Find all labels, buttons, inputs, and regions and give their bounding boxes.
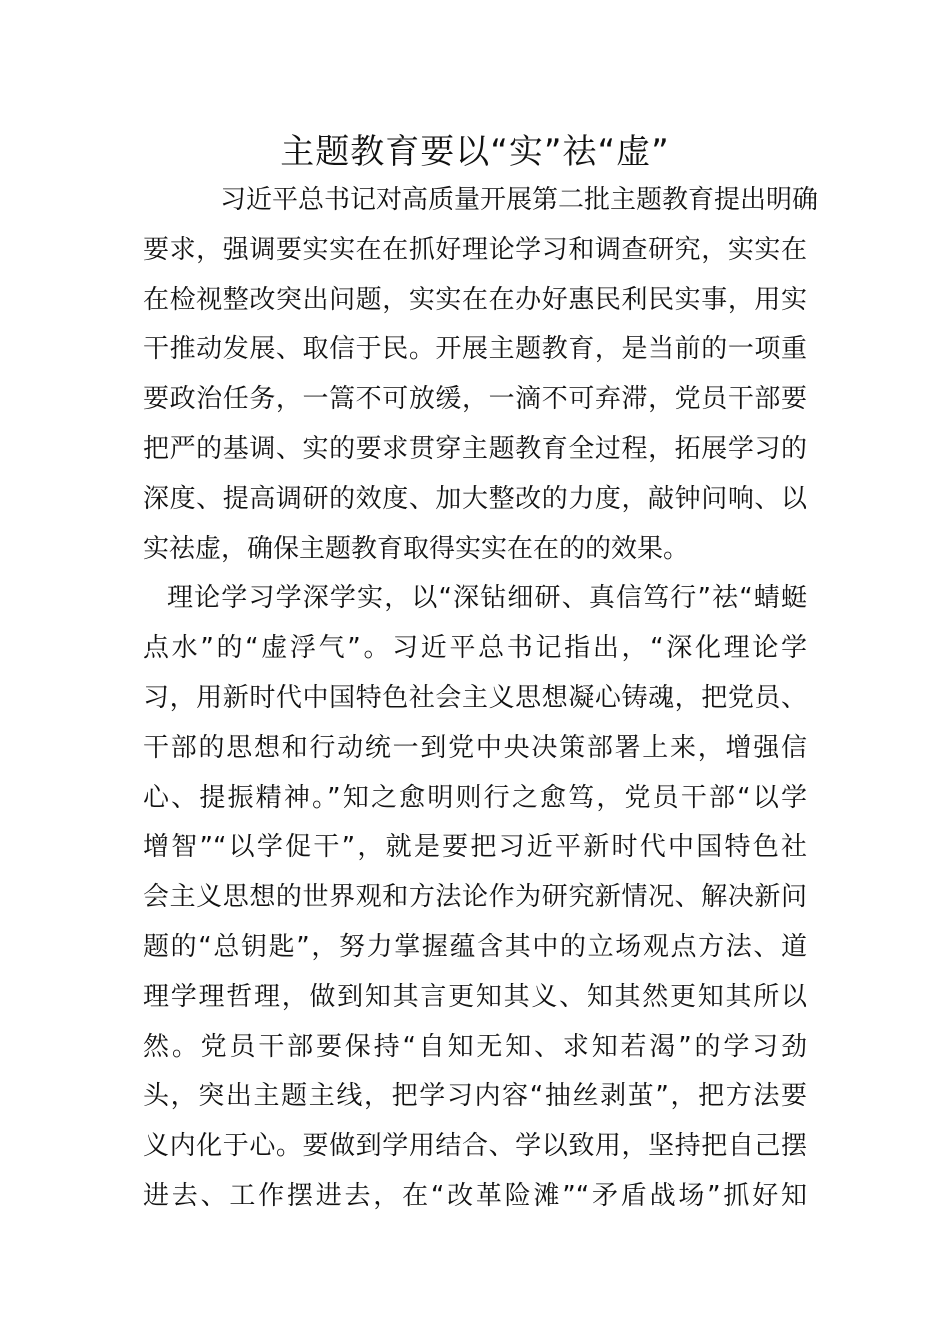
text-line: 理论学习学深学实，以“深钻细研、真信笃行”祛“蜻蜓 [167, 583, 807, 614]
text-line: 头，突出主题主线，把学习内容“抽丝剥茧”，把方法要 [143, 1081, 807, 1112]
text-line: 题的“总钥匙”，努力掌握蕴含其中的立场观点方法、道 [143, 931, 807, 962]
paragraph-1 [143, 176, 819, 574]
text-line: 干推动发展、取信于民。开展主题教育，是当前的一项重 [143, 334, 807, 365]
text-line: 进去、工作摆进去，在“改革险滩”“矛盾战场”抓好知 [143, 1180, 807, 1211]
document-body [143, 176, 819, 1222]
text-line: 深度、提高调研的效度、加大整改的力度，敲钟问响、以 [143, 483, 807, 514]
text-line: 要政治任务，一篙不可放缓，一滴不可弃滞，党员干部要 [143, 384, 807, 415]
text-line: 要求，强调要实实在在抓好理论学习和调查研究，实实在 [143, 234, 807, 265]
text-line: 在检视整改突出问题，实实在在办好惠民利民实事，用实 [143, 284, 807, 315]
text-line: 把严的基调、实的要求贯穿主题教育全过程，拓展学习的 [143, 433, 807, 464]
text-line: 干部的思想和行动统一到党中央决策部署上来，增强信 [143, 732, 807, 763]
text-line: 实祛虚，确保主题教育取得实实在在的的效果。 [143, 533, 690, 564]
text-line: 会主义思想的世界观和方法论作为研究新情况、解决新问 [143, 882, 807, 913]
text-line: 然。党员干部要保持“自知无知、求知若渴”的学习劲 [143, 1031, 807, 1062]
paragraph-2 [143, 574, 807, 1221]
text-line: 心、提振精神。”知之愈明则行之愈笃，党员干部“以学 [143, 782, 807, 813]
text-line: 习近平总书记对高质量开展第二批主题教育提出明确 [220, 185, 819, 215]
text-line: 理学理哲理，做到知其言更知其义、知其然更知其所以 [143, 981, 807, 1012]
text-line: 义内化于心。要做到学用结合、学以致用，坚持把自己摆 [143, 1131, 807, 1162]
text-line: 点水”的“虚浮气”。习近平总书记指出，“深化理论学 [143, 633, 807, 664]
text-line: 习，用新时代中国特色社会主义思想凝心铸魂，把党员、 [143, 682, 807, 713]
text-line: 增智”“以学促干”，就是要把习近平新时代中国特色社 [143, 832, 807, 863]
document-title: 主题教育要以“实”祛“虚” [280, 132, 670, 172]
